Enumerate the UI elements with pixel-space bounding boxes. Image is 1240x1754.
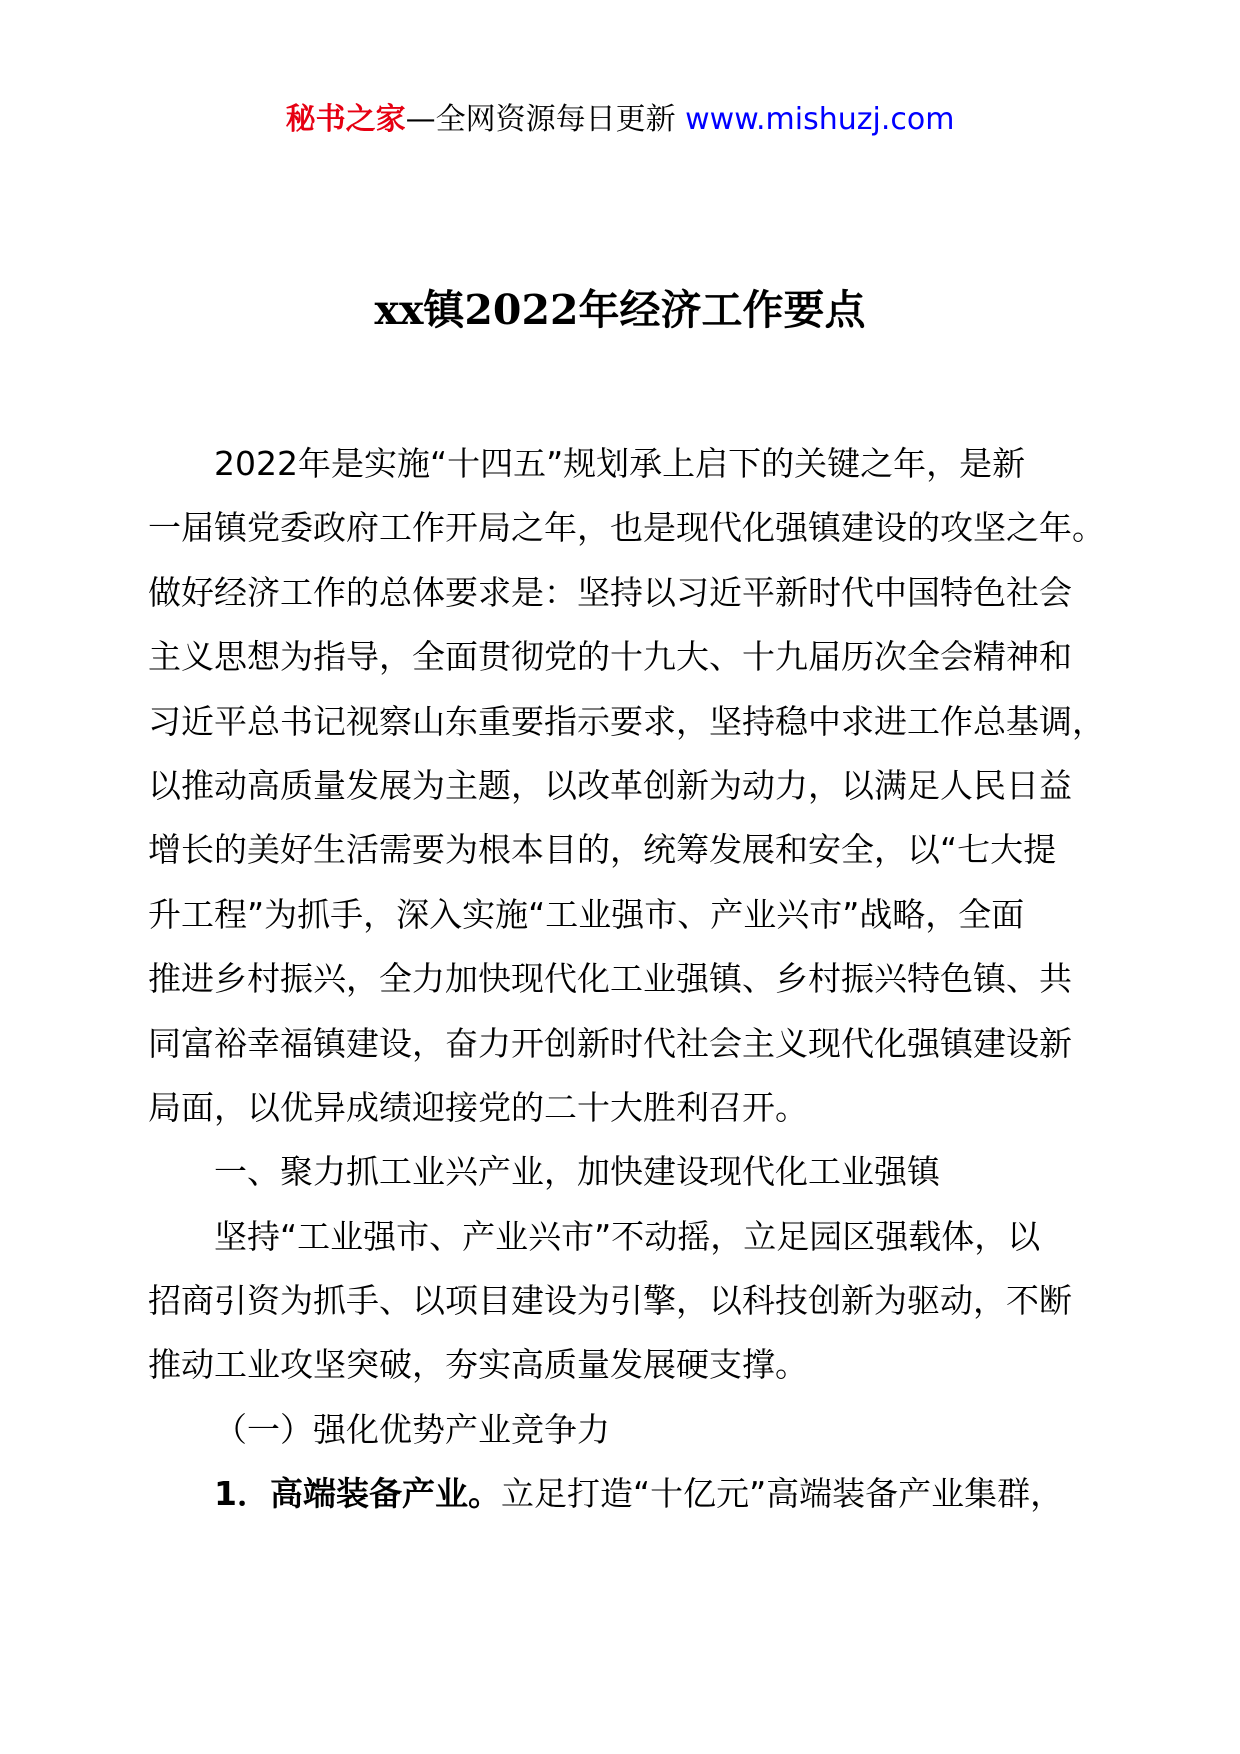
item-1-text: 立足打造“十亿元”高端装备产业集群，: [500, 1474, 1064, 1514]
paragraph-1-line: 2022年是实施“十四五”规划承上启下的关键之年，是新: [214, 444, 1026, 483]
document-title: xx镇2022年经济工作要点: [374, 286, 866, 334]
paragraph-2-line: 坚持“工业强市、产业兴市”不动摇，立足园区强载体，以: [214, 1216, 1041, 1256]
document-body: [148, 432, 1128, 1527]
site-url-link[interactable]: www.mishuzj.com: [685, 102, 955, 137]
paragraph-1-line: 升工程”为抓手，深入实施“工业强市、产业兴市”战略，全面: [148, 894, 1025, 934]
section-1-heading: 一、聚力抓工业兴产业，加快建设现代化工业强镇: [214, 1152, 940, 1192]
paragraph-1-line: 做好经济工作的总体要求是：坚持以习近平新时代中国特色社会: [148, 572, 1072, 612]
paragraph-1-line: 局面，以优异成绩迎接党的二十大胜利召开。: [148, 1087, 808, 1127]
paragraph-2-line: 招商引资为抓手、以项目建设为引擎，以科技创新为驱动，不断: [148, 1281, 1072, 1321]
item-1-line: [148, 1462, 1128, 1526]
paragraph-1-line: 同富裕幸福镇建设，奋力开创新时代社会主义现代化强镇建设新: [148, 1023, 1072, 1063]
paragraph-1-line: 习近平总书记视察山东重要指示要求，坚持稳中求进工作总基调，: [148, 701, 1105, 741]
page-header: [0, 100, 1240, 140]
item-1-label: 1．高端装备产业。: [214, 1474, 501, 1514]
header-tagline: —全网资源每日更新: [405, 102, 686, 137]
paragraph-2-line: 推动工业攻坚突破，夯实高质量发展硬支撑。: [148, 1345, 808, 1385]
paragraph-1-line: 增长的美好生活需要为根本目的，统筹发展和安全，以“七大提: [148, 830, 1057, 870]
paragraph-1-line: 推进乡村振兴，全力加快现代化工业强镇、乡村振兴特色镇、共: [148, 959, 1072, 999]
brand-name: 秘书之家: [285, 102, 406, 137]
subsection-1-heading: （一）强化优势产业竞争力: [214, 1409, 610, 1449]
paragraph-1-line: 主义思想为指导，全面贯彻党的十九大、十九届历次全会精神和: [148, 637, 1072, 677]
paragraph-1-line: 以推动高质量发展为主题，以改革创新为动力，以满足人民日益: [148, 765, 1072, 805]
paragraph-1-line: 一届镇党委政府工作开局之年，也是现代化强镇建设的攻坚之年。: [148, 508, 1105, 548]
